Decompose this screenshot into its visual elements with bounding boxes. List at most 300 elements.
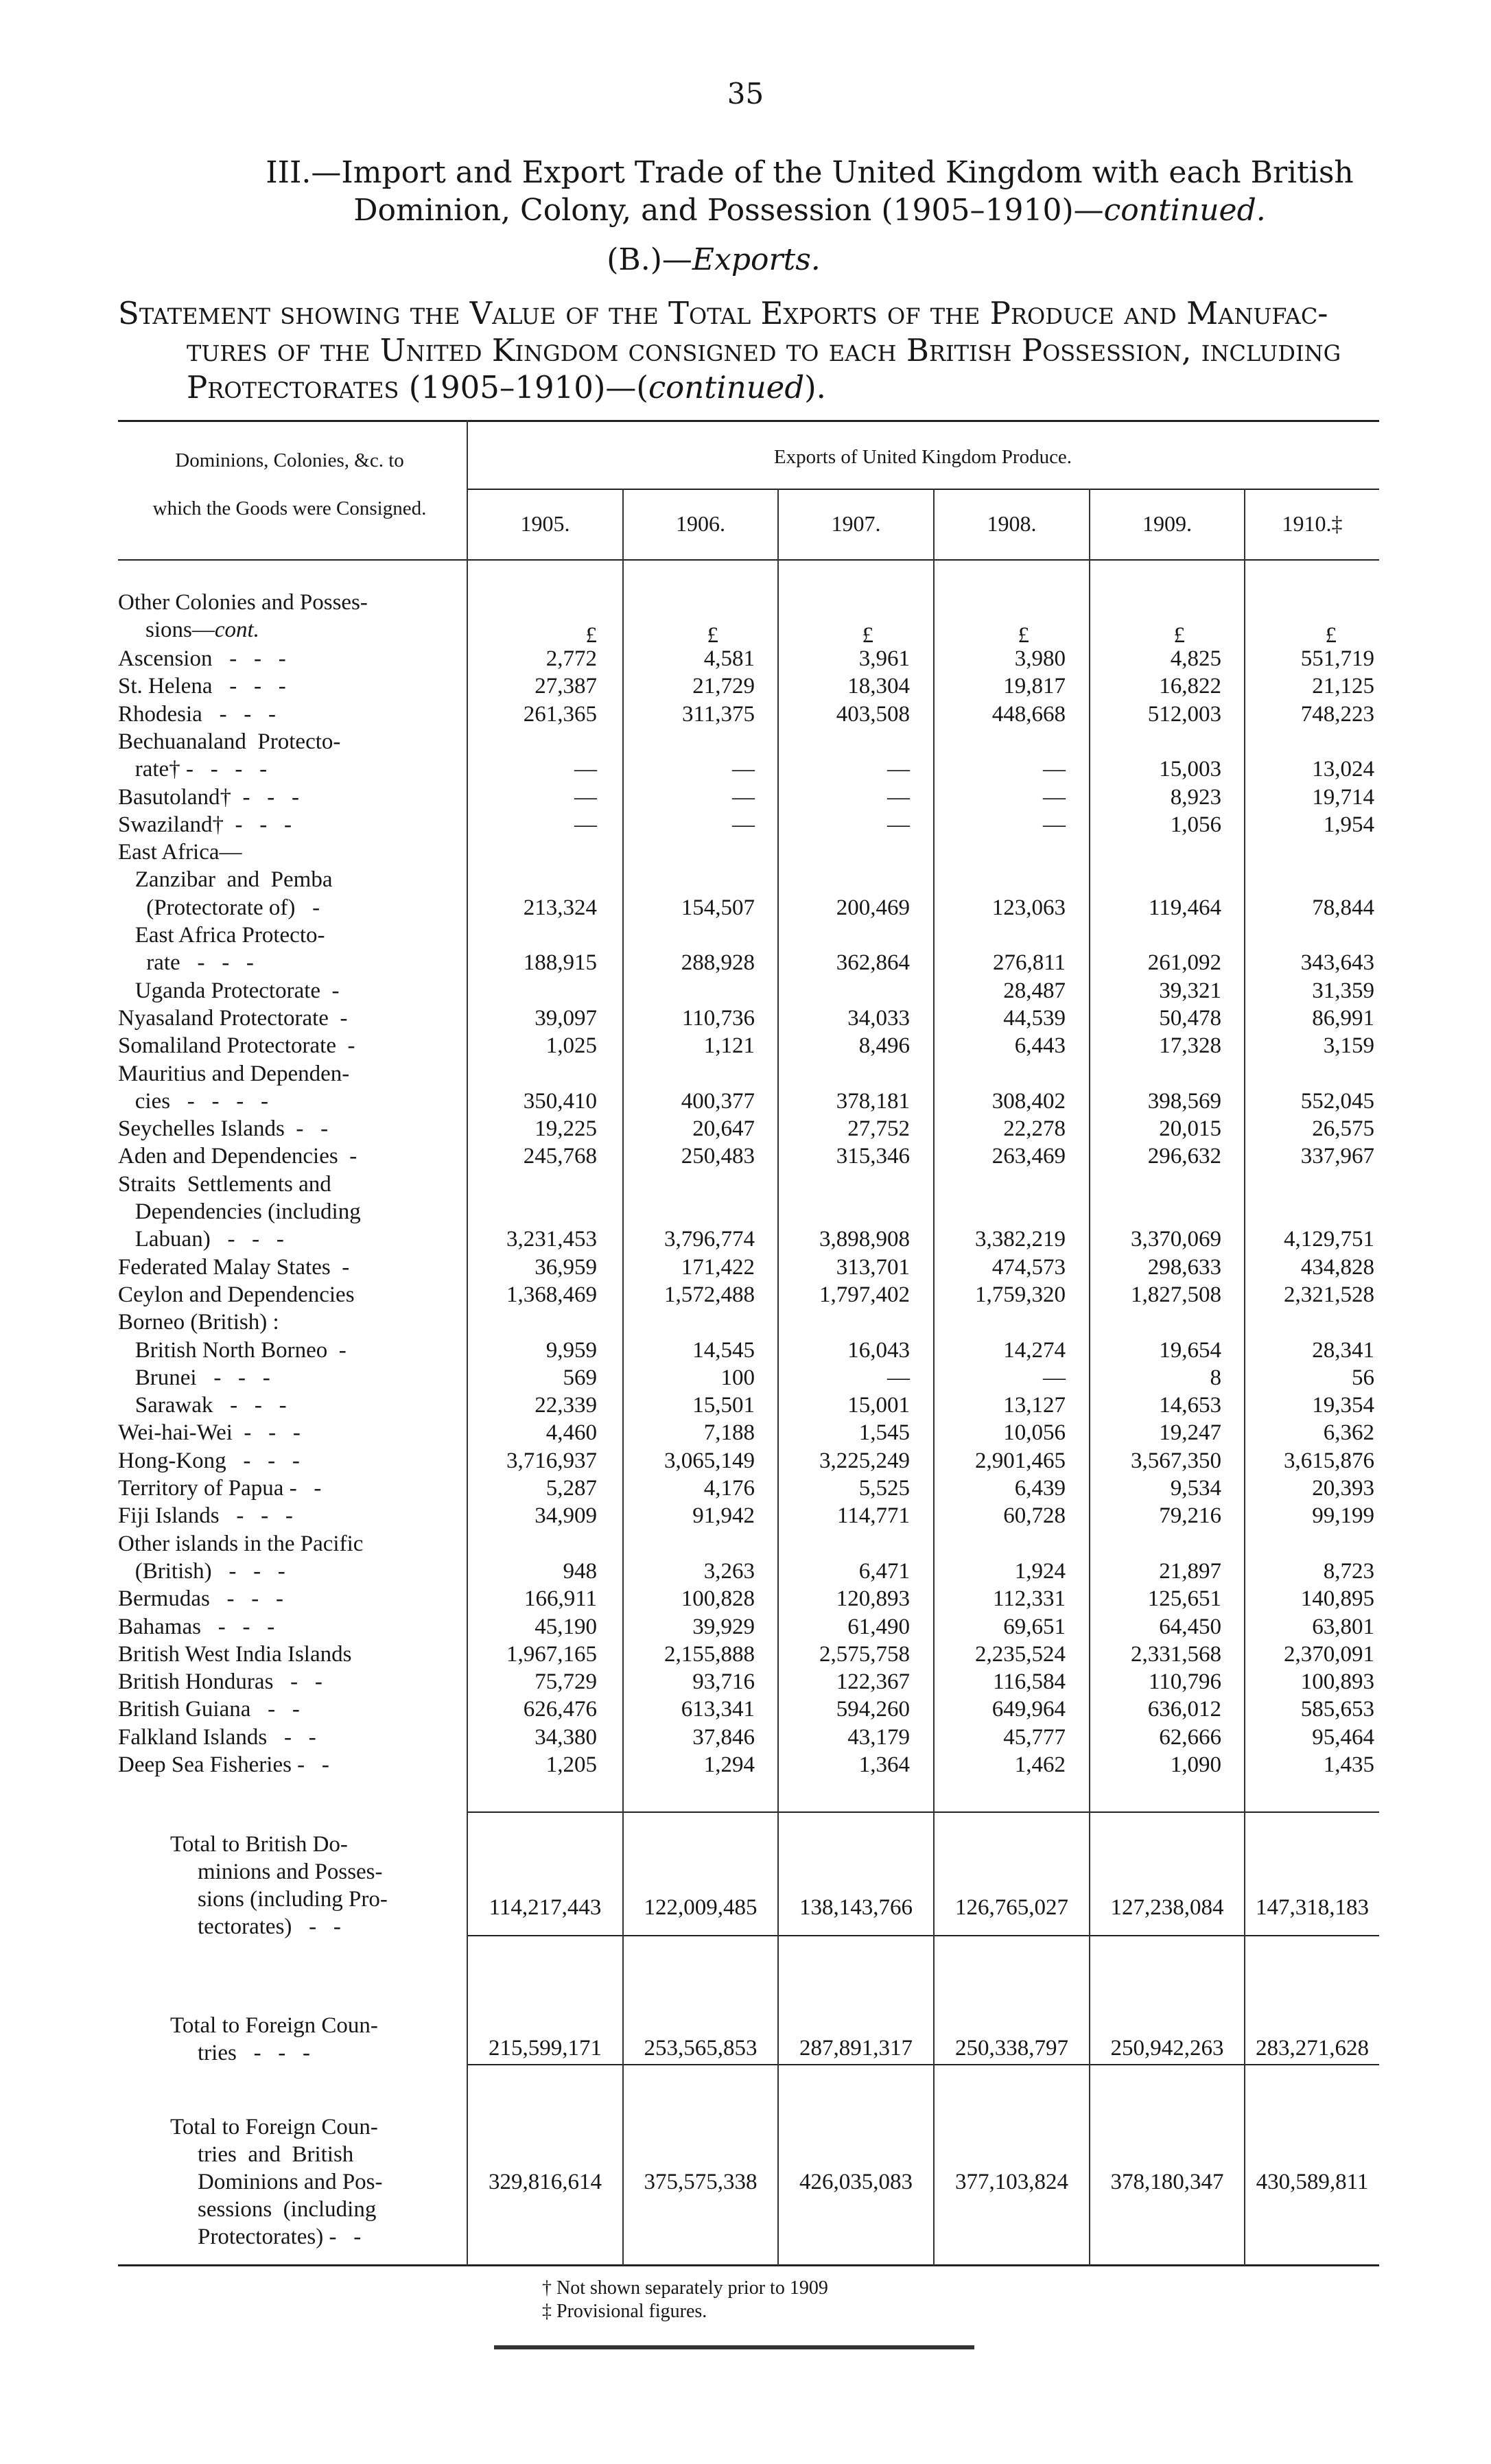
table-cell: — <box>887 785 910 810</box>
col-divider-5 <box>1244 489 1245 2266</box>
row-label: British West India Islands <box>118 1642 352 1667</box>
table-cell: 45,190 <box>535 1615 597 1639</box>
table-cell: 64,450 <box>1159 1615 1221 1639</box>
table-cell: 110,736 <box>681 1006 755 1031</box>
group-header-rule <box>467 489 1379 490</box>
table-cell: 2,370,091 <box>1284 1642 1374 1667</box>
totals-label-line: Total to British Do- <box>170 1832 348 1857</box>
table-cell: 62,666 <box>1159 1725 1221 1750</box>
year-header: 1908. <box>987 511 1037 536</box>
row-label: Ceylon and Dependencies <box>118 1282 355 1307</box>
totals-cell: 430,589,811 <box>1256 2170 1369 2194</box>
table-cell: 378,181 <box>836 1089 910 1114</box>
row-label: East Africa Protecto- <box>118 923 325 948</box>
subtitle-exports <box>535 242 892 279</box>
table-cell: 649,964 <box>991 1697 1066 1722</box>
table-cell: 19,714 <box>1312 785 1374 810</box>
table-cell: — <box>732 757 755 782</box>
table-cell: 1,797,402 <box>819 1282 910 1307</box>
table-cell: — <box>887 757 910 782</box>
table-cell: 22,339 <box>535 1393 597 1418</box>
table-cell: 21,729 <box>692 674 755 699</box>
totals-cell: 378,180,347 <box>1110 2170 1224 2194</box>
table-cell: 14,274 <box>1003 1338 1066 1363</box>
section-label-cont <box>145 616 259 644</box>
year-header: 1905. <box>520 511 570 536</box>
table-cell: 748,223 <box>1300 702 1374 727</box>
table-cell: 1,827,508 <box>1131 1282 1221 1307</box>
subtitle-prefix: (B.)— <box>607 242 692 277</box>
group-header: Exports of United Kingdom Produce. <box>773 446 1072 468</box>
row-label: Labuan) - - - <box>118 1227 284 1252</box>
row-label: (British) - - - <box>118 1559 285 1584</box>
totals-label-line: sions (including Pro- <box>198 1887 388 1912</box>
row-label: Nyasaland Protectorate - <box>118 1006 348 1031</box>
row-label: Somaliland Protectorate - <box>118 1033 355 1058</box>
statement-line-3-end: ). <box>804 369 826 406</box>
totals-cell: 215,599,171 <box>489 2036 602 2061</box>
table-cell: 100 <box>720 1365 755 1390</box>
table-cell: 15,501 <box>692 1393 755 1418</box>
row-label: Dependencies (including <box>118 1199 361 1224</box>
table-cell: 398,569 <box>1147 1089 1221 1114</box>
table-bottom-rule <box>118 2264 1379 2266</box>
footnote-dagger: † Not shown separately prior to 1909 <box>542 2277 828 2299</box>
table-cell: 19,225 <box>535 1116 597 1141</box>
table-cell: 10,056 <box>1003 1420 1066 1445</box>
table-cell: 6,471 <box>858 1559 910 1584</box>
title-line-2 <box>220 192 1400 229</box>
table-cell: 17,328 <box>1159 1033 1221 1058</box>
table-cell: 250,483 <box>681 1144 755 1169</box>
totals-cell: 127,238,084 <box>1110 1895 1224 1920</box>
table-cell: 2,235,524 <box>975 1642 1066 1667</box>
table-cell: 362,864 <box>836 950 910 975</box>
table-cell: 1,056 <box>1170 812 1221 837</box>
totals-label-line: Dominions and Pos- <box>198 2170 383 2194</box>
table-cell: 1,572,488 <box>664 1282 755 1307</box>
table-cell: 594,260 <box>836 1697 910 1722</box>
table-cell: 20,393 <box>1312 1476 1374 1501</box>
subtitle-italic: Exports. <box>692 242 821 277</box>
totals-cell: 250,338,797 <box>955 2036 1068 2061</box>
table-cell: 3,615,876 <box>1284 1448 1374 1473</box>
row-label: Mauritius and Dependen- <box>118 1061 350 1086</box>
table-cell: 1,954 <box>1323 812 1374 837</box>
table-cell: 1,294 <box>703 1752 755 1777</box>
page-number: 35 <box>727 77 764 110</box>
table-cell: 39,929 <box>692 1615 755 1639</box>
table-cell: 3,263 <box>703 1559 755 1584</box>
stub-header-line-1: Dominions, Colonies, &c. to <box>175 449 404 471</box>
table-cell: 28,341 <box>1312 1338 1374 1363</box>
table-cell: 63,801 <box>1312 1615 1374 1639</box>
table-cell: 5,287 <box>545 1476 597 1501</box>
table-cell: 636,012 <box>1147 1697 1221 1722</box>
table-cell: 308,402 <box>991 1089 1066 1114</box>
statement-paragraph <box>118 295 1379 406</box>
table-cell: 296,632 <box>1147 1144 1221 1169</box>
table-cell: 6,443 <box>1014 1033 1066 1058</box>
row-label: Territory of Papua - - <box>118 1476 322 1501</box>
table-cell: 19,354 <box>1312 1393 1374 1418</box>
table-cell: 8,723 <box>1323 1559 1374 1584</box>
totals-cell: 287,891,317 <box>799 2036 913 2061</box>
bottom-rule-decoration <box>494 2345 974 2349</box>
col-divider-2 <box>777 489 779 2266</box>
table-cell: 60,728 <box>1003 1503 1066 1528</box>
table-cell: 3,898,908 <box>819 1227 910 1252</box>
currency-symbol: £ <box>1018 623 1029 648</box>
table-cell: 188,915 <box>523 950 597 975</box>
table-cell: 1,205 <box>545 1752 597 1777</box>
row-label: Other islands in the Pacific <box>118 1532 364 1556</box>
totals-label-line: Protectorates) - - <box>198 2225 362 2249</box>
statement-line-3 <box>118 369 1379 406</box>
table-cell: 34,909 <box>535 1503 597 1528</box>
totals-label-line: tries and British <box>198 2142 354 2167</box>
table-cell: 8 <box>1210 1365 1221 1390</box>
table-cell: 2,155,888 <box>664 1642 755 1667</box>
table-cell: 3,567,350 <box>1131 1448 1221 1473</box>
table-cell: 3,370,069 <box>1131 1227 1221 1252</box>
table-cell: 19,247 <box>1159 1420 1221 1445</box>
table-cell: 3,225,249 <box>819 1448 910 1473</box>
table-cell: 44,539 <box>1003 1006 1066 1031</box>
table-cell: 45,777 <box>1003 1725 1066 1750</box>
title-line-1: III.—Import and Export Trade of the United Kingdom with each British <box>266 155 1354 190</box>
title-line-2-roman: Dominion, Colony, and Possession (1905–1910)— <box>353 193 1104 228</box>
statement-line-3-roman: Protectorates (1905–1910)—( <box>187 369 648 406</box>
table-cell: 93,716 <box>692 1669 755 1694</box>
table-cell: 261,365 <box>523 702 597 727</box>
table-cell: 585,653 <box>1300 1697 1374 1722</box>
table-cell: 1,924 <box>1014 1559 1066 1584</box>
table-cell: 3,980 <box>1014 646 1066 671</box>
table-cell: 26,575 <box>1312 1116 1374 1141</box>
statement-line-2: tures of the United Kingdom consigned to each British Possession, including <box>187 332 1341 368</box>
table-cell: 276,811 <box>992 950 1066 975</box>
totals-cell: 138,143,766 <box>799 1895 913 1920</box>
totals-label-line: sessions (including <box>198 2197 377 2222</box>
table-cell: 27,752 <box>847 1116 910 1141</box>
table-cell: 56 <box>1352 1365 1374 1390</box>
currency-symbol: £ <box>707 623 718 648</box>
table-cell: 434,828 <box>1300 1255 1374 1280</box>
table-cell: 21,125 <box>1312 674 1374 699</box>
table-cell: 2,772 <box>545 646 597 671</box>
row-label: St. Helena - - - <box>118 674 286 699</box>
totals-cell: 377,103,824 <box>955 2170 1068 2194</box>
table-cell: 261,092 <box>1147 950 1221 975</box>
currency-symbol: £ <box>862 623 873 648</box>
row-label: Swaziland† - - - <box>118 812 292 837</box>
table-cell: 95,464 <box>1312 1725 1374 1750</box>
table-cell: 16,822 <box>1159 674 1221 699</box>
table-cell: 313,701 <box>836 1255 910 1280</box>
row-label: Ascension - - - <box>118 646 286 671</box>
totals-label-line: Total to Foreign Coun- <box>170 2115 378 2139</box>
table-cell: 448,668 <box>991 702 1066 727</box>
table-cell: 403,508 <box>836 702 910 727</box>
table-cell: 19,654 <box>1159 1338 1221 1363</box>
table-cell: 626,476 <box>523 1697 597 1722</box>
table-cell: 99,199 <box>1312 1503 1374 1528</box>
footnote-double-dagger: ‡ Provisional figures. <box>542 2301 707 2322</box>
table-cell: 2,321,528 <box>1284 1282 1374 1307</box>
row-label: Bermudas - - - <box>118 1586 284 1611</box>
table-cell: 1,368,469 <box>506 1282 597 1307</box>
table-cell: — <box>574 757 597 782</box>
table-cell: 166,911 <box>524 1586 597 1611</box>
row-label: cies - - - - <box>118 1089 269 1114</box>
col-divider-1 <box>622 489 624 2266</box>
stub-header-line-2: which the Goods were Consigned. <box>152 497 427 519</box>
table-cell: 8,923 <box>1170 785 1221 810</box>
row-label: Sarawak - - - <box>118 1393 287 1418</box>
table-cell: 100,893 <box>1300 1669 1374 1694</box>
table-cell: 27,387 <box>535 674 597 699</box>
table-cell: 34,033 <box>847 1006 910 1031</box>
table-cell: 3,159 <box>1323 1033 1374 1058</box>
table-cell: 9,534 <box>1170 1476 1221 1501</box>
totals-cell: 253,565,853 <box>644 2036 758 2061</box>
table-cell: 114,771 <box>836 1503 910 1528</box>
table-cell: 1,435 <box>1323 1752 1374 1777</box>
table-cell: 4,176 <box>703 1476 755 1501</box>
totals-cell: 375,575,338 <box>644 2170 758 2194</box>
row-label: rate† - - - - <box>118 757 268 782</box>
table-cell: 39,321 <box>1159 978 1221 1003</box>
year-header: 1910.‡ <box>1282 511 1343 536</box>
table-cell: 948 <box>563 1559 597 1584</box>
totals-label-line: tectorates) - - <box>198 1914 341 1939</box>
table-cell: 569 <box>563 1365 597 1390</box>
table-cell: 263,469 <box>991 1144 1066 1169</box>
currency-symbol: £ <box>585 623 597 648</box>
row-label: British Honduras - - <box>118 1669 322 1694</box>
table-cell: 551,719 <box>1300 646 1374 671</box>
stub-divider <box>467 420 468 2266</box>
table-cell: 3,961 <box>858 646 910 671</box>
table-cell: 8,496 <box>858 1033 910 1058</box>
table-cell: 9,959 <box>545 1338 597 1363</box>
totals-cell: 147,318,183 <box>1256 1895 1369 1920</box>
title-line-2-italic: continued. <box>1103 193 1266 228</box>
totals-cell: 122,009,485 <box>644 1895 758 1920</box>
table-cell: 171,422 <box>681 1255 755 1280</box>
table-cell: 2,575,758 <box>819 1642 910 1667</box>
section-label: Other Colonies and Posses- <box>118 590 368 615</box>
table-cell: 4,460 <box>545 1420 597 1445</box>
table-cell: — <box>574 812 597 837</box>
table-cell: 13,127 <box>1003 1393 1066 1418</box>
row-label: Uganda Protectorate - <box>118 978 340 1003</box>
table-cell: 13,024 <box>1312 757 1374 782</box>
col-divider-3 <box>933 489 935 2266</box>
row-label: Seychelles Islands - - <box>118 1116 329 1141</box>
table-cell: 2,331,568 <box>1131 1642 1221 1667</box>
table-cell: 61,490 <box>847 1615 910 1639</box>
row-label: East Africa— <box>118 840 242 865</box>
table-cell: 1,967,165 <box>506 1642 597 1667</box>
totals-rule-3 <box>467 2064 1379 2065</box>
row-label: Fiji Islands - - - <box>118 1503 293 1528</box>
table-cell: 512,003 <box>1147 702 1221 727</box>
table-cell: 14,653 <box>1159 1393 1221 1418</box>
table-cell: 37,846 <box>692 1725 755 1750</box>
table-cell: — <box>574 785 597 810</box>
table-cell: 125,651 <box>1147 1586 1221 1611</box>
table-cell: 613,341 <box>681 1697 755 1722</box>
table-cell: 69,651 <box>1003 1615 1066 1639</box>
table-cell: — <box>1043 757 1066 782</box>
table-cell: 3,382,219 <box>975 1227 1066 1252</box>
table-cell: 400,377 <box>681 1089 755 1114</box>
table-cell: 298,633 <box>1147 1255 1221 1280</box>
table-cell: 79,216 <box>1159 1503 1221 1528</box>
table-cell: 200,469 <box>836 895 910 920</box>
table-cell: 4,129,751 <box>1284 1227 1374 1252</box>
table-cell: 100,828 <box>681 1586 755 1611</box>
table-cell: — <box>887 1365 910 1390</box>
table-cell: 140,895 <box>1300 1586 1374 1611</box>
table-cell: 1,364 <box>858 1752 910 1777</box>
table-cell: 213,324 <box>523 895 597 920</box>
table-cell: 315,346 <box>836 1144 910 1169</box>
row-label: Zanzibar and Pemba <box>118 867 333 892</box>
totals-label-line: tries - - - <box>198 2041 311 2065</box>
currency-symbol: £ <box>1325 623 1337 648</box>
table-top-rule <box>118 420 1379 422</box>
table-cell: — <box>732 812 755 837</box>
table-cell: 15,001 <box>847 1393 910 1418</box>
totals-cell: 426,035,083 <box>799 2170 913 2194</box>
row-label: Brunei - - - <box>118 1365 270 1390</box>
table-cell: 22,278 <box>1003 1116 1066 1141</box>
table-cell: 20,015 <box>1159 1116 1221 1141</box>
table-cell: 31,359 <box>1312 978 1374 1003</box>
totals-cell: 250,942,263 <box>1110 2036 1224 2061</box>
table-cell: 78,844 <box>1312 895 1374 920</box>
section-label-cont-italic: cont. <box>214 618 259 642</box>
table-cell: 20,647 <box>692 1116 755 1141</box>
row-label: British North Borneo - <box>118 1338 347 1363</box>
table-cell: 50,478 <box>1159 1006 1221 1031</box>
table-cell: 337,967 <box>1300 1144 1374 1169</box>
row-label: Federated Malay States - <box>118 1255 350 1280</box>
table-cell: — <box>732 785 755 810</box>
table-cell: — <box>887 812 910 837</box>
table-cell: 154,507 <box>681 895 755 920</box>
table-cell: 2,901,465 <box>975 1448 1066 1473</box>
row-label: (Protectorate of) - <box>118 895 320 920</box>
table-cell: 16,043 <box>847 1338 910 1363</box>
table-cell: 7,188 <box>703 1420 755 1445</box>
table-cell: 1,462 <box>1014 1752 1066 1777</box>
table-cell: — <box>1043 1365 1066 1390</box>
table-cell: 43,179 <box>847 1725 910 1750</box>
totals-label-line: minions and Posses- <box>198 1859 383 1884</box>
table-cell: 350,410 <box>523 1089 597 1114</box>
row-label: British Guiana - - <box>118 1697 300 1722</box>
table-cell: 4,581 <box>703 646 755 671</box>
currency-symbol: £ <box>1173 623 1185 648</box>
table-cell: 1,121 <box>703 1033 755 1058</box>
table-cell: 474,573 <box>991 1255 1066 1280</box>
table-cell: — <box>1043 785 1066 810</box>
totals-cell: 126,765,027 <box>955 1895 1068 1920</box>
row-label: rate - - - <box>118 950 254 975</box>
row-label: Borneo (British) : <box>118 1310 279 1335</box>
totals-rule-2 <box>467 1935 1379 1936</box>
table-cell: 21,897 <box>1159 1559 1221 1584</box>
table-cell: 6,362 <box>1323 1420 1374 1445</box>
table-cell: 120,893 <box>836 1586 910 1611</box>
table-cell: 3,716,937 <box>506 1448 597 1473</box>
table-cell: 5,525 <box>858 1476 910 1501</box>
table-cell: 552,045 <box>1300 1089 1374 1114</box>
table-cell: 14,545 <box>692 1338 755 1363</box>
table-cell: 245,768 <box>523 1144 597 1169</box>
row-label: Deep Sea Fisheries - - <box>118 1752 329 1777</box>
table-cell: 15,003 <box>1159 757 1221 782</box>
row-label: Hong-Kong - - - <box>118 1448 300 1473</box>
row-label: Bahamas - - - <box>118 1615 275 1639</box>
table-cell: 34,380 <box>535 1725 597 1750</box>
table-cell: 4,825 <box>1170 646 1221 671</box>
row-label: Falkland Islands - - <box>118 1725 316 1750</box>
table-cell: 36,959 <box>535 1255 597 1280</box>
table-cell: 288,928 <box>681 950 755 975</box>
table-cell: 6,439 <box>1014 1476 1066 1501</box>
row-label: Aden and Dependencies - <box>118 1144 357 1169</box>
table-cell: 75,729 <box>535 1669 597 1694</box>
table-cell: 3,231,453 <box>506 1227 597 1252</box>
table-cell: 122,367 <box>836 1669 910 1694</box>
year-header: 1906. <box>676 511 725 536</box>
table-cell: 1,090 <box>1170 1752 1221 1777</box>
table-cell: 311,375 <box>681 702 755 727</box>
row-label: Straits Settlements and <box>118 1172 331 1197</box>
table-cell: 116,584 <box>992 1669 1066 1694</box>
row-label: Wei-hai-Wei - - - <box>118 1420 301 1445</box>
table-cell: 91,942 <box>692 1503 755 1528</box>
row-label: Basutoland† - - - <box>118 785 299 810</box>
table-cell: 1,759,320 <box>975 1282 1066 1307</box>
table-cell: 123,063 <box>991 895 1066 920</box>
table-cell: 1,545 <box>858 1420 910 1445</box>
table-cell: 1,025 <box>545 1033 597 1058</box>
table-cell: 119,464 <box>1148 895 1221 920</box>
col-divider-4 <box>1089 489 1090 2266</box>
year-header: 1907. <box>831 511 881 536</box>
totals-label-line: Total to Foreign Coun- <box>170 2013 378 2038</box>
table-cell: 39,097 <box>535 1006 597 1031</box>
table-cell: 3,065,149 <box>664 1448 755 1473</box>
table-cell: 86,991 <box>1312 1006 1374 1031</box>
statement-line-1: Statement showing the Value of the Total Exports of the Produce and Manufac- <box>118 295 1328 331</box>
totals-rule-1 <box>467 1811 1379 1813</box>
totals-cell: 283,271,628 <box>1256 2036 1369 2061</box>
section-label-cont-roman: sions— <box>145 618 215 642</box>
table-cell: 28,487 <box>1003 978 1066 1003</box>
table-cell: 19,817 <box>1003 674 1066 699</box>
row-label: Rhodesia - - - <box>118 702 277 727</box>
table-cell: 112,331 <box>992 1586 1066 1611</box>
table-cell: — <box>1043 812 1066 837</box>
table-cell: 3,796,774 <box>664 1227 755 1252</box>
